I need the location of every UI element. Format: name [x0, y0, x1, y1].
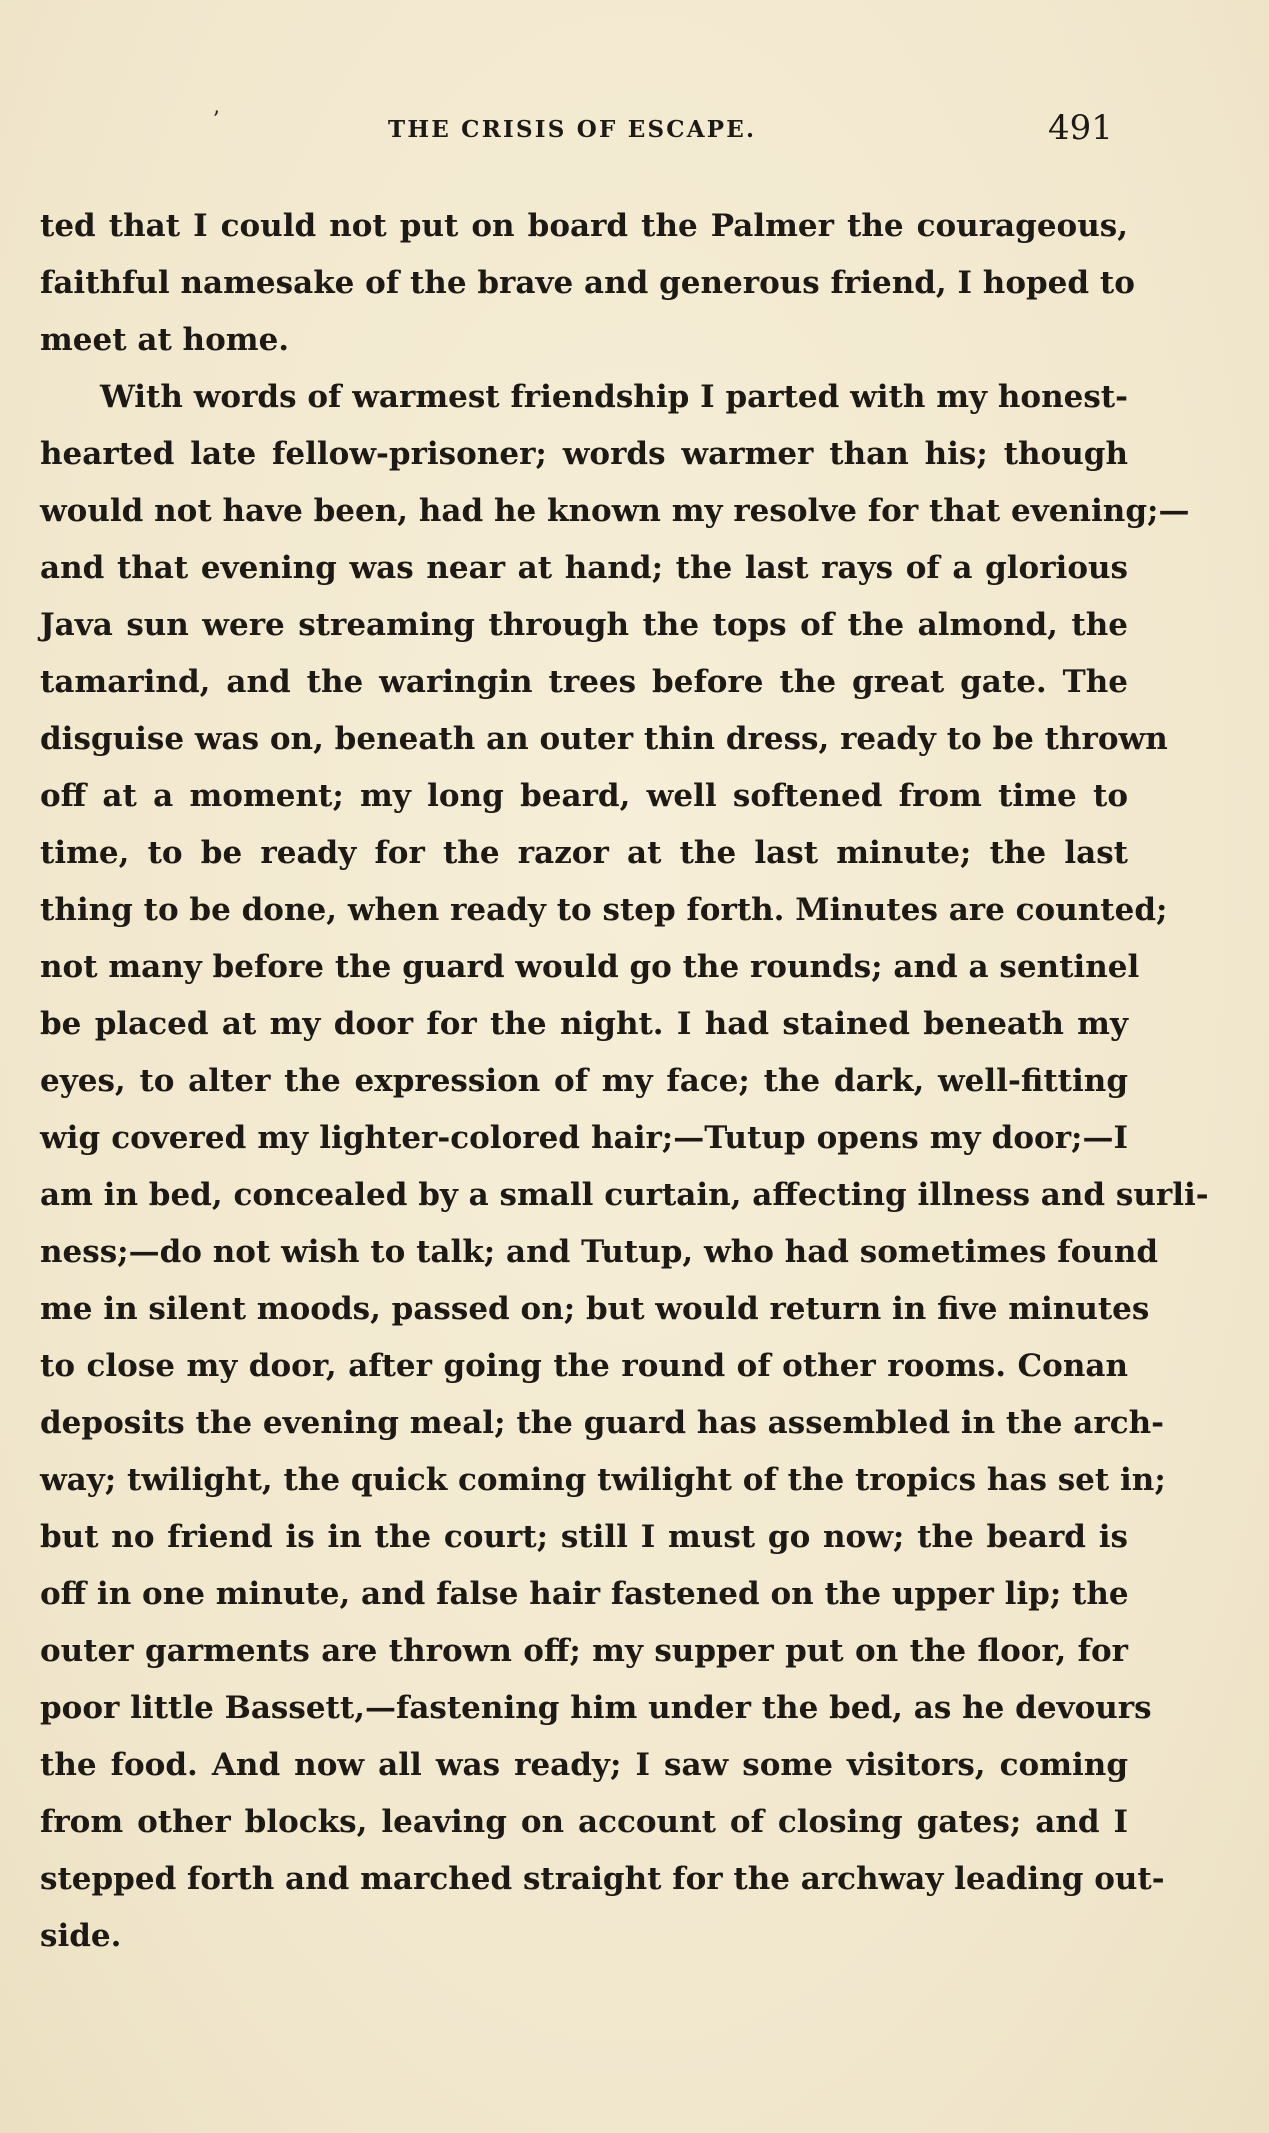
- printer-mark: ʼ: [212, 108, 219, 133]
- text-line: tamarind, and the waringin trees before the great gate. The: [40, 664, 1128, 700]
- text-line: off at a moment; my long beard, well softened from time to: [40, 778, 1128, 814]
- text-line: poor little Bassett,—fastening him under the bed, as he devours: [40, 1690, 1152, 1726]
- text-line: would not have been, had he known my resolve for that evening;—: [40, 493, 1190, 529]
- body-text: [40, 198, 1209, 1965]
- text-line: meet at home.: [40, 322, 290, 358]
- text-line: and that evening was near at hand; the last rays of a glorious: [40, 550, 1128, 586]
- running-title: THE CRISIS OF ESCAPE.: [388, 116, 757, 143]
- text-line: faithful namesake of the brave and generous friend, I hoped to: [40, 265, 1135, 301]
- text-line: side.: [40, 1918, 122, 1954]
- text-line: be placed at my door for the night. I had stained beneath my: [40, 1006, 1128, 1042]
- text-line: me in silent moods, passed on; but would return in five minutes: [40, 1291, 1150, 1327]
- text-line: stepped forth and marched straight for the archway leading out-: [40, 1861, 1165, 1897]
- text-line: the food. And now all was ready; I saw some visitors, coming: [40, 1747, 1128, 1783]
- text-line: off in one minute, and false hair fastened on the upper lip; the: [40, 1576, 1129, 1612]
- text-line: disguise was on, beneath an outer thin dress, ready to be thrown: [40, 721, 1168, 757]
- text-line: way; twilight, the quick coming twilight of the tropics has set in;: [40, 1462, 1166, 1498]
- text-line: With words of warmest friendship I parted with my honest-: [100, 379, 1128, 415]
- page-number: 491: [1048, 108, 1113, 148]
- text-line: deposits the evening meal; the guard has assembled in the arch-: [40, 1405, 1165, 1441]
- text-line: to close my door, after going the round of other rooms. Conan: [40, 1348, 1128, 1384]
- text-line: but no friend is in the court; still I must go now; the beard is: [40, 1519, 1128, 1555]
- running-head: [0, 108, 1269, 152]
- text-line: thing to be done, when ready to step forth. Minutes are counted;: [40, 892, 1168, 928]
- text-line: not many before the guard would go the rounds; and a sentinel: [40, 949, 1140, 985]
- text-line: from other blocks, leaving on account of closing gates; and I: [40, 1804, 1128, 1840]
- text-line: Java sun were streaming through the tops of the almond, the: [40, 607, 1128, 643]
- text-line: outer garments are thrown off; my supper put on the floor, for: [40, 1633, 1128, 1669]
- text-line: time, to be ready for the razor at the last minute; the last: [40, 835, 1128, 871]
- text-line: hearted late fellow-prisoner; words warmer than his; though: [40, 436, 1128, 472]
- text-line: eyes, to alter the expression of my face; the dark, well-fitting: [40, 1063, 1128, 1099]
- text-line: ted that I could not put on board the Palmer the courageous,: [40, 208, 1128, 244]
- text-line: wig covered my lighter-colored hair;—Tutup opens my door;—I: [40, 1120, 1128, 1156]
- text-line: am in bed, concealed by a small curtain, affecting illness and surli-: [40, 1177, 1209, 1213]
- text-line: ness;—do not wish to talk; and Tutup, who had sometimes found: [40, 1234, 1159, 1270]
